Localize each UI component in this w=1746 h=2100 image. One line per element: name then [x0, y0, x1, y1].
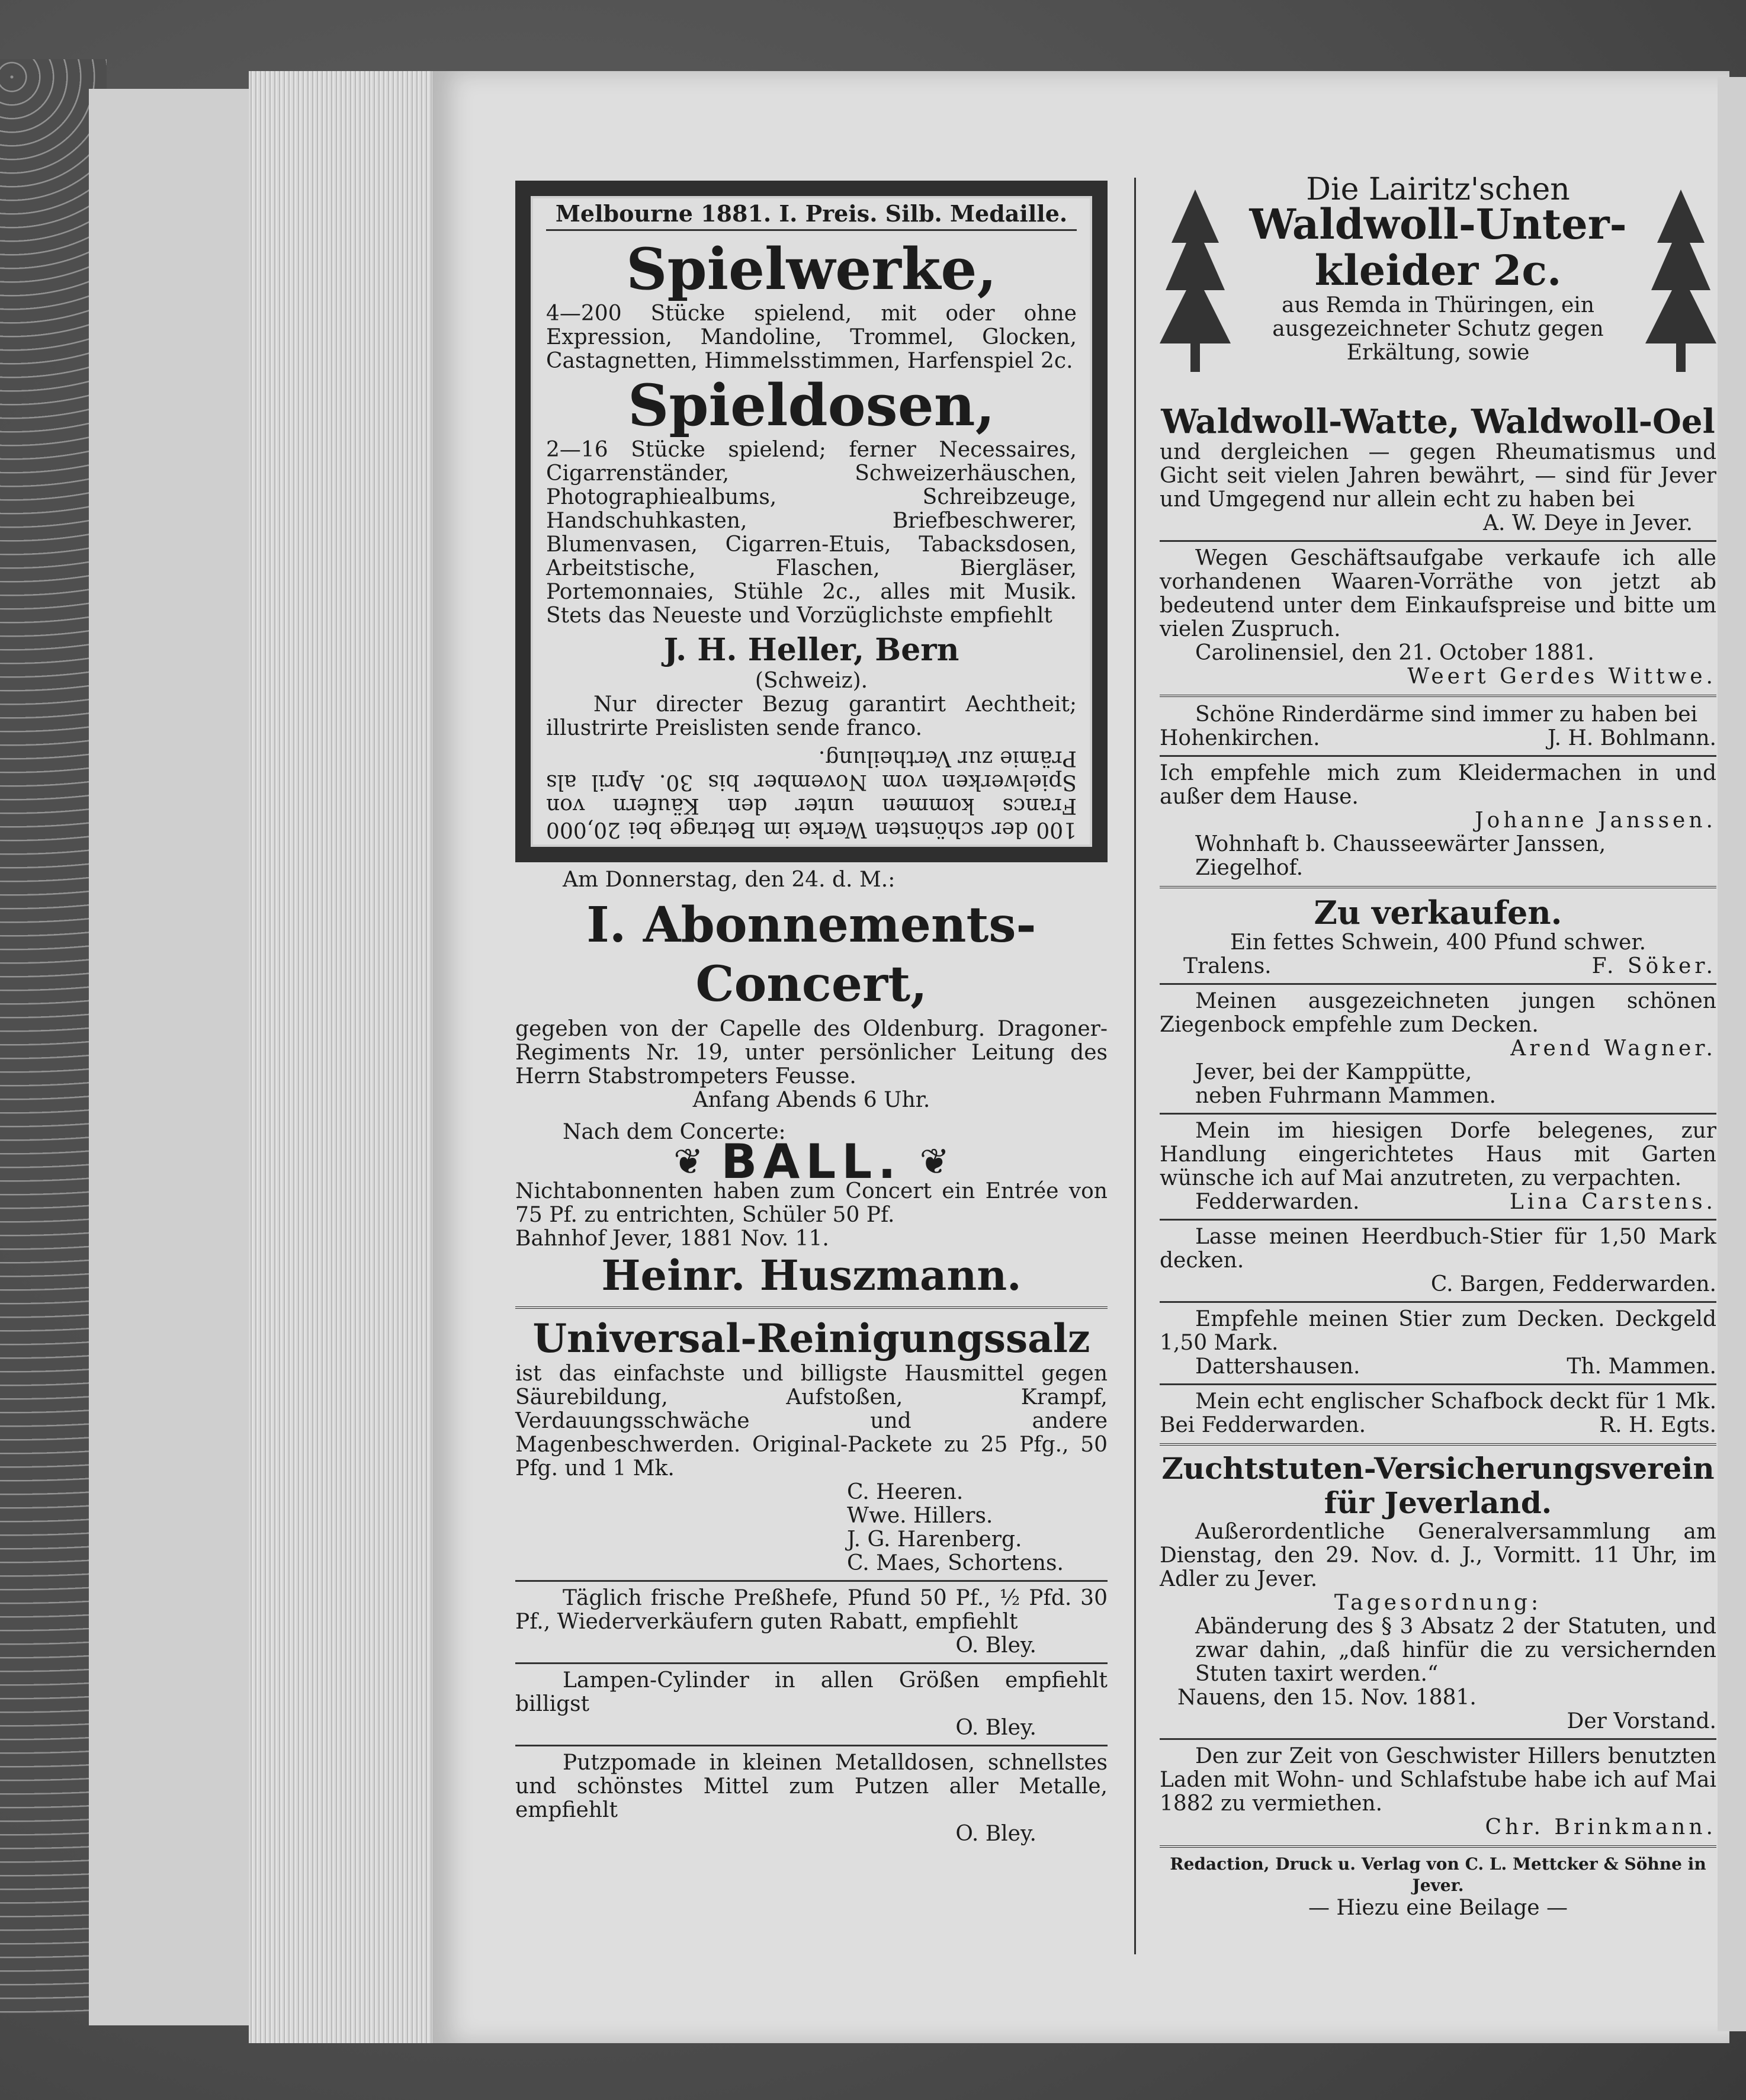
lairitz-text1: aus Remda in Thüringen, ein ausgezeichneter Schutz gegen Erkältung, sowie: [1272, 293, 1604, 365]
divider: [1160, 755, 1716, 757]
divider: [1160, 886, 1716, 888]
seller: C. Heeren.: [847, 1480, 964, 1504]
schafbock-place: Bei Fedderwarden.: [1160, 1413, 1366, 1437]
stier-place: Dattershausen.: [1195, 1354, 1360, 1379]
medal-header: Melbourne 1881. I. Preis. Silb. Medaille.: [546, 202, 1077, 231]
lairitz-line1: Die Lairitz'schen: [1306, 172, 1570, 207]
divider: [1160, 695, 1716, 697]
laden-text: Den zur Zeit von Geschwister Hillers benutzten Laden mit Wohn- und Schlafstube habe ich auf Mai 1882 zu vermiethen.: [1160, 1744, 1716, 1816]
universal-sellers: [515, 1481, 1108, 1575]
zucht-item: Abänderung des § 3 Absatz 2 der Statuten, und zwar dahin, „daß hinfür die zu versichernden Stuten taxirt werden.“: [1195, 1614, 1716, 1686]
divider: [515, 1662, 1108, 1664]
zucht-signature: Der Vorstand.: [1567, 1709, 1716, 1733]
concert-ad: [515, 868, 1108, 1301]
concert-signature: Heinr. Huszmann.: [601, 1251, 1022, 1300]
aufgabe-date: Carolinensiel, den 21. October 1881.: [1195, 641, 1594, 665]
divider: [1160, 1443, 1716, 1446]
laden-signature: Chr. Brinkmann.: [1485, 1815, 1716, 1839]
rinder-text: Schöne Rinderdärme sind immer zu haben bei: [1195, 702, 1698, 727]
ziegenbock-address1: Jever, bei der Kamppütte,: [1195, 1060, 1472, 1084]
seller: J. G. Harenberg.: [847, 1527, 1022, 1552]
universal-title: Universal-Reinigungssalz: [532, 1315, 1090, 1362]
concert-entry: Nichtabonnenten haben zum Concert ein Entrée von 75 Pf. zu entrichten, Schüler 50 Pf.: [515, 1179, 1108, 1227]
book-cover-board: [89, 89, 258, 2025]
heller-name: J. H. Heller, Bern: [663, 632, 959, 668]
ziegenbock-signature: Arend Wagner.: [1510, 1036, 1716, 1061]
schafbock-footer: [1160, 1414, 1716, 1437]
seller: C. Maes, Schortens.: [847, 1551, 1064, 1575]
hefe-signature: O. Bley.: [955, 1633, 1036, 1658]
imprint: Redaction, Druck u. Verlag von C. L. Mettcker & Söhne in Jever.: [1170, 1854, 1706, 1895]
hefe-text: Täglich frische Preßhefe, Pfund 50 Pf., ½ Pfd. 30 Pf., Wiederverkäufern guten Rabatt, empfiehlt: [515, 1586, 1108, 1634]
lampen-ad: [515, 1669, 1108, 1740]
schafbock-signature: R. H. Egts.: [1599, 1413, 1716, 1437]
verkaufen-title: Zu verkaufen.: [1314, 894, 1562, 932]
verkaufen-signature: F. Söker.: [1591, 954, 1716, 978]
haus-footer: [1160, 1190, 1716, 1214]
divider: [1160, 540, 1716, 542]
ornament-left-icon: ❦: [673, 1141, 704, 1183]
ziegenbock-address2: neben Fuhrmann Mammen.: [1195, 1084, 1496, 1108]
divider: [515, 1580, 1108, 1582]
divider: [1160, 1845, 1716, 1848]
divider: [515, 1306, 1108, 1309]
ball-row: [515, 1134, 1108, 1189]
divider: [1160, 1383, 1716, 1385]
lairitz-line3: kleider 2c.: [1314, 246, 1562, 295]
column-rule: [1134, 178, 1136, 1954]
zucht-text: Außerordentliche Generalversammlung am Dienstag, den 29. Nov. d. J., Vormitt. 11 Uhr, im Adler zu Jever.: [1160, 1520, 1716, 1591]
ball-heading: BALL.: [721, 1134, 902, 1189]
divider: [1160, 1219, 1716, 1221]
lairitz-text2: und dergleichen — gegen Rheumatismus und Gicht seit vielen Jahren bewährt, — sind für Jever und Umgegend nur allein echt zu haben bei: [1160, 440, 1716, 512]
universal-ad: [515, 1315, 1108, 1575]
spieldosen-title: Spieldosen,: [628, 372, 995, 439]
schafbock-text: Mein echt englischer Schafbock deckt für 1 Mk.: [1195, 1389, 1717, 1414]
divider: [1160, 1113, 1716, 1115]
after-concert: Nach dem Concerte:: [563, 1120, 786, 1144]
stier-footer: [1160, 1355, 1716, 1379]
page-edges: [249, 71, 438, 2043]
putz-signature: O. Bley.: [955, 1822, 1036, 1846]
verkaufen-footer: [1160, 955, 1716, 978]
aufgabe-signature: Weert Gerdes Wittwe.: [1407, 664, 1716, 689]
lairitz-line2: Waldwoll-Unter-: [1249, 200, 1627, 249]
concert-dateline: Bahnhof Jever, 1881 Nov. 11.: [515, 1226, 829, 1251]
beilage-note: — Hiezu eine Beilage —: [1308, 1896, 1568, 1920]
seller: Wwe. Hillers.: [847, 1504, 993, 1528]
next-page-edge: [1718, 77, 1746, 2031]
rinder-signature: J. H. Bohlmann.: [1547, 726, 1716, 750]
ziegenbock-text: Meinen ausgezeichneten jungen schönen Ziegenbock empfehle zum Decken.: [1160, 989, 1716, 1037]
stier-signature: Th. Mammen.: [1567, 1354, 1716, 1379]
zucht-title2: für Jeverland.: [1324, 1485, 1552, 1520]
spielwerke-title: Spielwerke,: [626, 236, 997, 303]
zucht-title1: Zuchtstuten-Versicherungsverein: [1161, 1451, 1715, 1486]
lampen-text: Lampen-Cylinder in allen Größen empfiehlt billigst: [515, 1668, 1108, 1716]
right-column: [1160, 172, 1717, 1920]
concert-date: Am Donnerstag, den 24. d. M.:: [563, 868, 896, 892]
concert-text: gegeben von der Capelle des Oldenburg. Dragoner-Regiments Nr. 19, unter persönlicher Leitung des Herrn Stabstrompeters Feusse.: [515, 1017, 1108, 1088]
verkaufen-text: Ein fettes Schwein, 400 Pfund schwer.: [1230, 930, 1646, 955]
putz-text: Putzpomade in kleinen Metalldosen, schnellstes und schönstes Mittel zum Putzen aller Metalle, empfiehlt: [515, 1751, 1108, 1822]
verkaufen-place: Tralens.: [1183, 954, 1272, 978]
concert-start: Anfang Abends 6 Uhr.: [692, 1088, 930, 1112]
ornament-right-icon: ❦: [919, 1141, 949, 1183]
haus-place: Fedderwarden.: [1195, 1190, 1360, 1214]
divider: [1160, 1301, 1716, 1303]
universal-text: ist das einfachste und billigste Hausmittel gegen Säurebildung, Aufstoßen, Krampf, Verdauungsschwäche und andere Magenbeschwerden. Original-Packete zu 25 Pfg., 50 Pfg. und 1 Mk.: [515, 1362, 1108, 1481]
zucht-agenda: Tagesordnung:: [1334, 1591, 1542, 1615]
heller-note: Nur directer Bezug garantirt Aechtheit; illustrirte Preislisten sende franco.: [546, 692, 1077, 740]
kleider-text: Ich empfehle mich zum Kleidermachen in und außer dem Hause.: [1160, 761, 1716, 809]
aufgabe-text: Wegen Geschäftsaufgabe verkaufe ich alle vorhandenen Waaren-Vorräthe von jetzt ab bedeutend unter dem Einkaufspreise und bitte um vielen Zuspruch.: [1160, 546, 1716, 641]
zucht-date: Nauens, den 15. Nov. 1881.: [1177, 1685, 1477, 1710]
haus-signature: Lina Carstens.: [1509, 1190, 1716, 1214]
kleider-address: Wohnhaft b. Chausseewärter Janssen, Ziegelhof.: [1195, 832, 1606, 880]
heller-place: (Schweiz).: [755, 669, 868, 693]
kleider-signature: Johanne Janssen.: [1475, 808, 1716, 833]
putz-ad: [515, 1751, 1108, 1846]
fir-tree-left-icon: [1160, 190, 1231, 379]
lairitz-ad-head: [1160, 172, 1716, 403]
haus-text: Mein im hiesigen Dorfe belegenes, zur Handlung eingerichtetes Haus mit Garten wünsche ich auf Mai anzutreten, zu verpachten.: [1160, 1119, 1716, 1190]
heerdbuch-signature: C. Bargen, Fedderwarden.: [1430, 1272, 1716, 1296]
hefe-ad: [515, 1587, 1108, 1658]
upside-down-premium-text: 100 der schönsten Werke im Betrage bei 20,000 Francs kommen unter den Käufern von Spielwerken vom November bis 30. April als Prämie zur Vertheilung.: [546, 746, 1077, 842]
heerdbuch-text: Lasse meinen Heerdbuch-Stier für 1,50 Mark decken.: [1160, 1225, 1716, 1273]
stier-text: Empfehle meinen Stier zum Decken. Deckgeld 1,50 Mark.: [1160, 1307, 1716, 1355]
lampen-signature: O. Bley.: [955, 1716, 1036, 1740]
rinder-footer: [1160, 727, 1716, 750]
spielwerke-ad: [515, 181, 1108, 862]
divider: [515, 1745, 1108, 1746]
divider: [1160, 1738, 1716, 1740]
divider: [1160, 983, 1716, 985]
fir-tree-right-icon: [1645, 190, 1716, 379]
rinder-place: Hohenkirchen.: [1160, 726, 1320, 750]
left-column: [515, 181, 1108, 1846]
lairitz-signature: A. W. Deye in Jever.: [1483, 511, 1693, 535]
spielwerke-text: 4—200 Stücke spielend, mit oder ohne Expression, Mandoline, Trommel, Glocken, Castagnetten, Himmelsstimmen, Harfenspiel 2c.: [546, 301, 1077, 373]
waldwatte-title: Waldwoll-Watte, Waldwoll-Oel: [1161, 402, 1715, 441]
concert-title: I. Abonnements-Concert,: [586, 897, 1036, 1013]
spieldosen-text: 2—16 Stücke spielend; ferner Necessaires, Cigarrenständer, Schweizerhäuschen, Photographiealbums, Schreibzeuge, Handschuhkasten, Briefbeschwerer, Blumenvasen, Cigarren-Etuis, Tabacksdosen, Arbeitstische, Flaschen, Biergläser, Portemonnaies, Stühle 2c., alles mit Musik. Stets das Neueste und Vorzüglichste empfiehlt: [546, 438, 1077, 628]
